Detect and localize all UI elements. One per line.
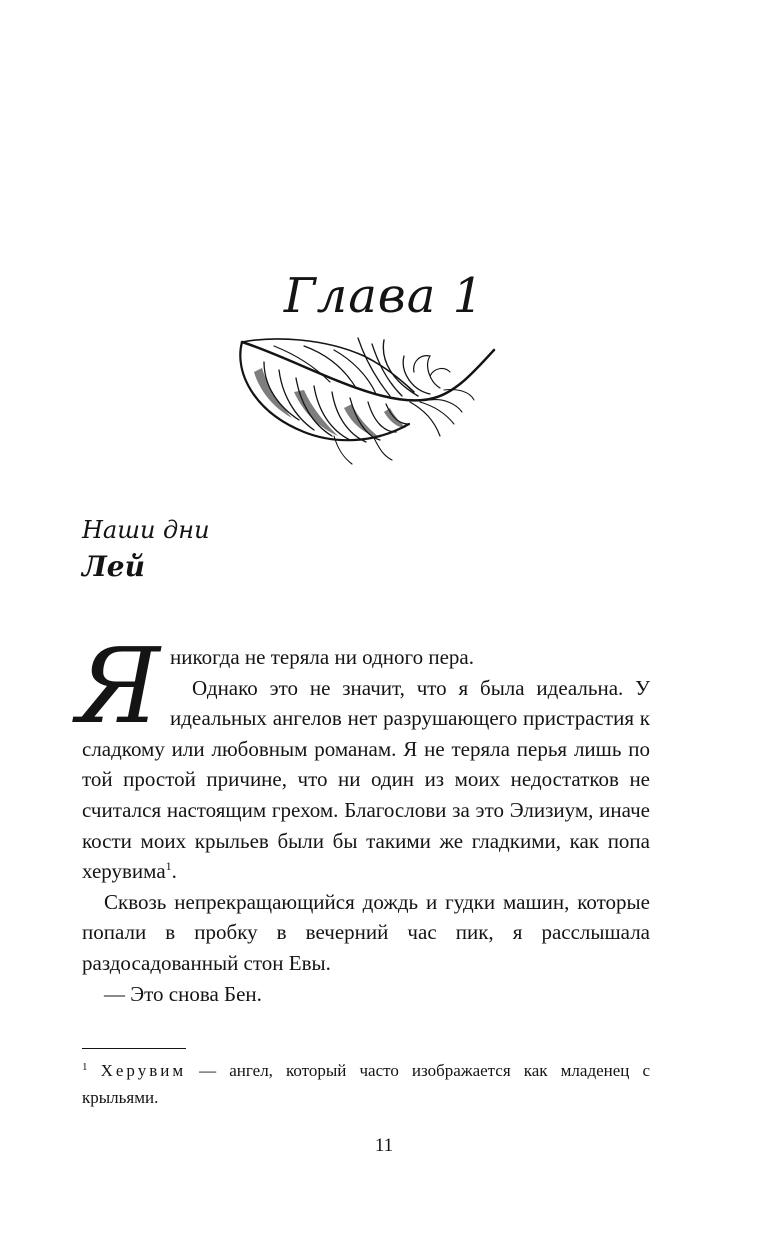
paragraph-2 [82,673,650,887]
paragraph-2-end: . [171,859,177,884]
paragraph-1-text: никогда не теряла ни одного пера. [170,645,474,669]
chapter-time-label: Наши дни [82,516,210,544]
paragraph-3: Сквозь непрекращающийся дождь и гудки машин, которые попали в пробку в вечерний час пик, я расслышала раздосадованный стон Евы. [82,889,650,975]
footnote-reference: 1 [165,859,172,874]
drop-cap: Я [76,625,160,747]
paragraph-1 [76,625,650,747]
footnote-marker: 1 [82,1061,88,1073]
page-number: 11 [374,1135,394,1156]
footnote-divider [82,1048,186,1049]
feather-icon [234,332,498,468]
chapter-title: Глава 1 [283,268,485,324]
dialogue-line: — Это снова Бен. [104,981,262,1006]
footnote [82,1057,650,1111]
chapter-pov-label: Лей [82,550,145,583]
paragraph-2-text: Однако это не значит, что я была идеальна. У идеальных ангелов нет разрушающего пристрастия к сладкому или любовным романам. Я не теряла перья лишь по той простой причине, что ни один из моих недостатков не считался настоящим грехом. Благослови за это Элизиум, иначе кости моих крыльев были бы такими же гладкими, как попа херувима [82,675,650,884]
footnote-term: Херувим [100,1061,187,1080]
body-text [76,625,650,1009]
footnote-text: — ангел, который часто изображается как младенец с крыльями. [82,1061,651,1107]
